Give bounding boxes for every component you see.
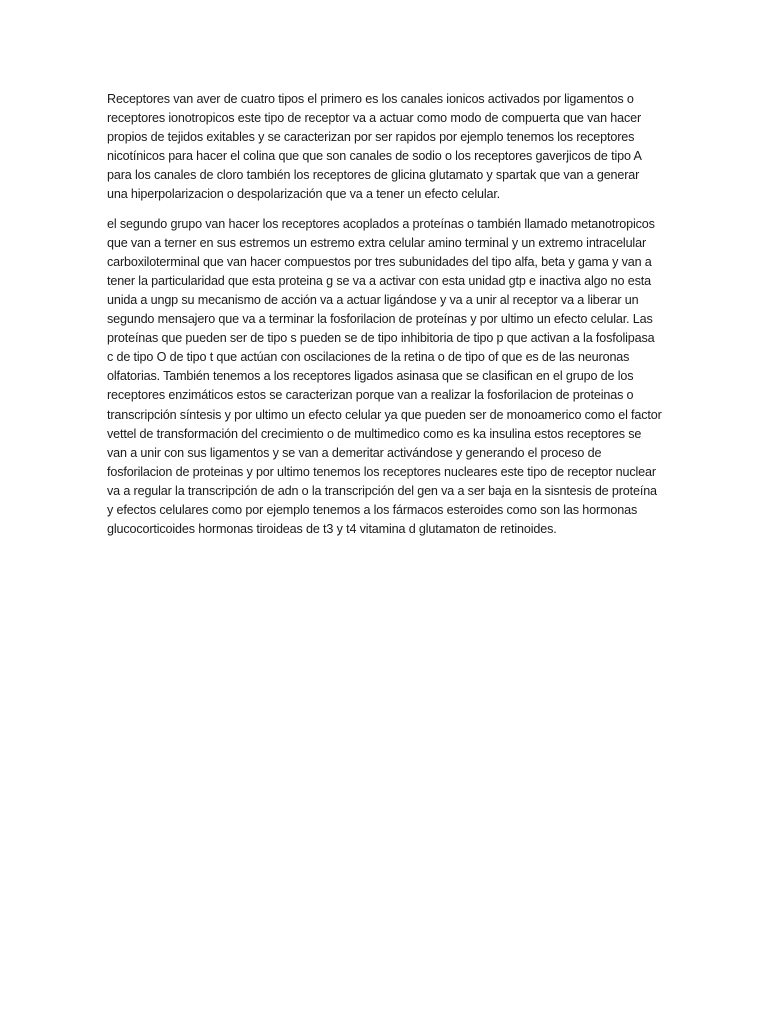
paragraph-1: Receptores van aver de cuatro tipos el primero es los canales ionicos activados por ligamentos o receptores ionotropicos este tipo de receptor va a actuar como modo de compuerta que van hacer propios de tejidos exitables y se caracterizan por ser rapidos por ejemplo tenemos los receptores nicotínicos para hacer el colina que que son canales de sodio o los receptores gaverjicos de tipo A para los canales de cloro también los receptores de glicina glutamato y spartak que van a generar una hiperpolarizacion o despolarización que va a tener un efecto celular.: [107, 92, 642, 202]
document-body: [107, 90, 663, 549]
paragraph-2: el segundo grupo van hacer los receptores acoplados a proteínas o también llamado metanotropicos que van a terner en sus estremos un estremo extra celular amino terminal y un extremo intracelular carboxiloterminal que van hacer compuestos por tres subunidades del tipo alfa, beta y gama y van a tener la particularidad que esta proteina g se va a activar con esta unidad gtp e inactiva algo no esta unida a ungp su mecanismo de acción va a actuar ligándose y va a unir al receptor va a liberar un segundo mensajero que va a terminar la fosforilacion de proteínas y por ultimo un efecto celular. Las proteínas que pueden ser de tipo s pueden se de tipo inhibitoria de tipo p que activan a la fosfolipasa c de tipo O de tipo t que actúan con oscilaciones de la retina o de tipo of que es de las neuronas olfatorias. También tenemos a los receptores ligados asinasa que se clasifican en el grupo de los receptores enzimáticos estos se caracterizan porque van a realizar la fosforilacion de proteinas o transcripción síntesis y por ultimo un efecto celular ya que pueden ser de monoamerico como el factor vettel de transformación del crecimiento o de multimedico como es ka insulina estos receptores se van a unir con sus ligamentos y se van a demeritar activándose y generando el proceso de fosforilacion de proteinas y por ultimo tenemos los receptores nucleares este tipo de receptor nuclear va a regular la transcripción de adn o la transcripción del gen va a ser baja en la sisntesis de proteína y efectos celulares como por ejemplo tenemos a los fármacos esteroides como son las hormonas glucocorticoides hormonas tiroideas de t3 y t4 vitamina d glutamaton de retinoides.: [107, 216, 662, 537]
